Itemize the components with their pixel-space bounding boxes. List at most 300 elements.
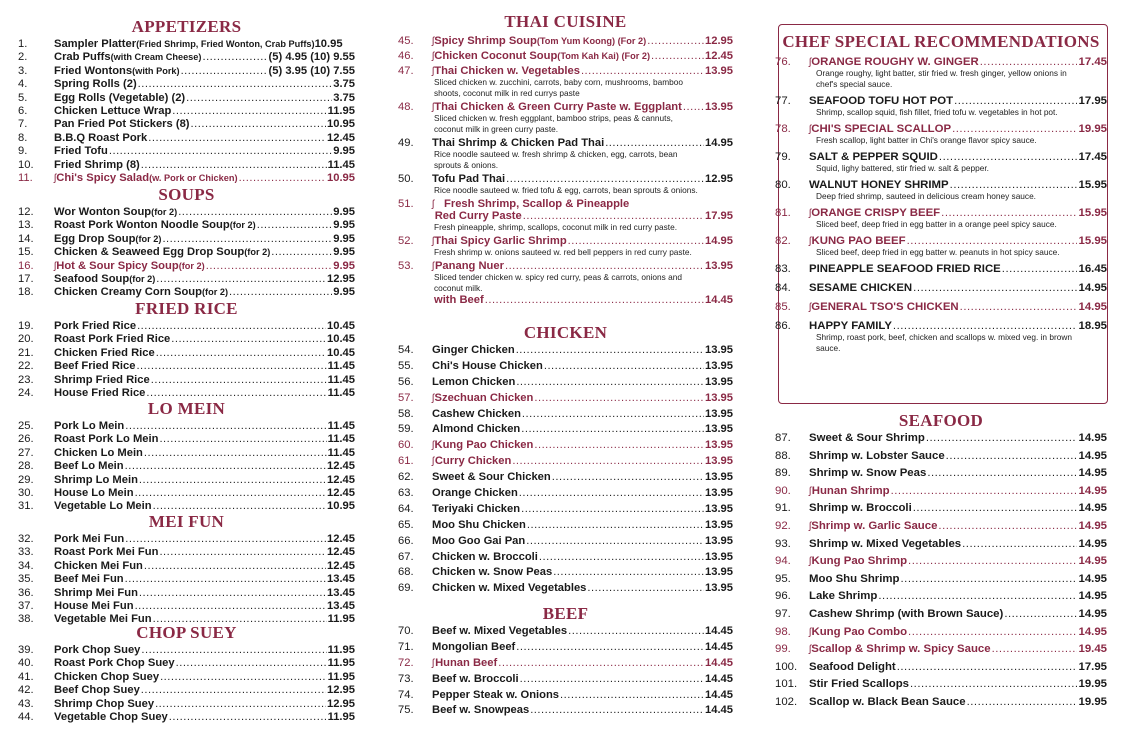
item-number: 19. — [18, 320, 34, 332]
item-name: CHI'S SPECIAL SCALLOP — [811, 123, 952, 135]
menu-item[interactable] — [18, 374, 355, 387]
item-price: 17.95 — [705, 209, 733, 222]
section-beef — [398, 605, 733, 720]
item-price: 12.45 — [327, 486, 355, 499]
menu-item[interactable] — [18, 420, 355, 433]
item-price: 14.95 — [705, 136, 733, 149]
item-name: Beef w. Mixed Vegetables — [432, 625, 568, 637]
item-name: Almond Chicken — [432, 423, 521, 436]
menu-item[interactable] — [775, 555, 1107, 573]
menu-item[interactable] — [18, 320, 355, 333]
item-number: 46. — [398, 49, 414, 62]
menu-item-row — [18, 573, 355, 585]
menu-item-row — [18, 684, 355, 696]
menu-item[interactable] — [18, 560, 355, 573]
leader-dots — [1004, 608, 1077, 620]
menu-item[interactable] — [18, 684, 355, 697]
menu-item[interactable] — [18, 644, 355, 657]
menu-item-row — [775, 678, 1107, 690]
item-number: 37. — [18, 599, 34, 612]
item-number: 78. — [775, 123, 791, 135]
menu-item-row — [18, 447, 355, 459]
section-title: LO MEIN — [147, 399, 226, 418]
menu-item-row — [775, 696, 1107, 708]
menu-item-row — [18, 600, 355, 612]
pepper-icon: ʃ — [432, 50, 435, 62]
item-number: 93. — [775, 537, 791, 550]
menu-item[interactable] — [18, 260, 355, 273]
menu-item-row — [18, 38, 355, 50]
section-title: BEEF — [542, 604, 589, 623]
item-price: 11.95 — [327, 710, 355, 723]
menu-item[interactable] — [398, 408, 733, 424]
item-description: Fresh scallop, light batter in Chi's orange flavor spicy sauce. — [816, 135, 1037, 145]
menu-item[interactable] — [18, 333, 355, 346]
menu-item[interactable] — [775, 502, 1107, 520]
pepper-icon: ʃ — [432, 101, 435, 113]
menu-item[interactable] — [18, 132, 355, 145]
menu-item[interactable] — [775, 608, 1107, 626]
leader-dots — [516, 641, 704, 653]
item-note: (Tom Yum Koong) (For 2) — [536, 36, 647, 46]
menu-item[interactable] — [18, 92, 355, 105]
menu-item[interactable] — [18, 65, 355, 78]
item-note: (for 2) — [201, 287, 228, 298]
menu-item-row — [775, 123, 1107, 135]
leader-dots — [229, 286, 332, 298]
item-price: 14.95 — [1078, 467, 1107, 480]
item-name: Tofu Pad Thai — [432, 172, 506, 185]
menu-item[interactable] — [775, 643, 1107, 661]
leader-dots — [156, 347, 326, 359]
menu-item-row — [398, 423, 733, 435]
menu-item[interactable] — [775, 626, 1107, 644]
section-title: SEAFOOD — [898, 411, 984, 430]
menu-item-row — [775, 56, 1107, 68]
menu-item[interactable] — [775, 235, 1107, 258]
menu-item[interactable] — [18, 219, 355, 232]
item-note: (w. Pork or Chicken) — [149, 172, 238, 183]
menu-item[interactable] — [18, 447, 355, 460]
item-number: 21. — [18, 346, 34, 359]
item-name: Thai Chicken w. Vegetables — [434, 64, 580, 77]
item-name: Crab Puffs — [54, 51, 111, 64]
item-number: 66. — [398, 534, 414, 547]
section-title: FRIED RICE — [135, 299, 238, 318]
item-price: 12.45 — [327, 559, 355, 572]
item-price: 17.95 — [1078, 660, 1107, 673]
item-name: ORANGE ROUGHY W. GINGER — [811, 56, 979, 68]
pepper-icon: ʃ — [432, 456, 435, 468]
item-price: 13.95 — [705, 518, 733, 531]
menu-item[interactable] — [398, 360, 733, 376]
item-number: 10. — [18, 158, 34, 171]
menu-item[interactable] — [18, 206, 355, 219]
menu-item[interactable] — [398, 704, 733, 720]
section-fried-rice — [18, 300, 355, 400]
item-price: 10.95 — [327, 118, 355, 131]
item-price: 11.45 — [327, 433, 355, 446]
menu-item[interactable] — [398, 641, 733, 657]
leader-dots — [141, 684, 326, 696]
leader-dots — [527, 519, 704, 531]
menu-item[interactable] — [398, 423, 733, 439]
leader-dots — [952, 123, 1077, 135]
menu-item[interactable] — [18, 698, 355, 711]
menu-item[interactable] — [398, 65, 733, 99]
menu-item-row — [775, 282, 1107, 294]
menu-item[interactable] — [398, 566, 733, 582]
leader-dots — [913, 502, 1078, 514]
item-description: Sliced tender chicken w. spicy red curry, peas & carrots, onions and coconut milk. — [434, 271, 682, 293]
menu-item[interactable] — [775, 485, 1107, 503]
menu-item-row — [18, 587, 355, 599]
item-number: 77. — [775, 95, 791, 107]
item-name: Seafood Soup — [54, 272, 130, 285]
menu-item[interactable] — [398, 137, 733, 171]
menu-item[interactable] — [775, 432, 1107, 450]
menu-item[interactable] — [775, 123, 1107, 146]
menu-item[interactable] — [18, 474, 355, 487]
menu-item[interactable] — [398, 582, 733, 598]
menu-item-row — [398, 503, 733, 515]
item-name: Sampler Platter — [54, 38, 137, 50]
leader-dots — [159, 546, 326, 558]
item-price: 13.95 — [705, 550, 733, 563]
item-price: 12.45 — [327, 131, 355, 144]
menu-item[interactable] — [398, 471, 733, 487]
menu-item[interactable] — [775, 207, 1107, 230]
menu-item-row — [18, 206, 355, 218]
item-price: 10.95 — [314, 38, 343, 50]
item-price: 13.95 — [705, 375, 733, 388]
menu-item-row — [18, 320, 355, 332]
menu-item-row — [398, 551, 733, 563]
menu-item-row — [775, 590, 1107, 602]
item-description: Sliced chicken w. fresh eggplant, bamboo strips, peas & cannuts, coconut milk in green curry paste. — [434, 112, 673, 134]
leader-dots — [544, 360, 704, 372]
menu-item[interactable] — [18, 145, 355, 158]
menu-item[interactable] — [775, 56, 1107, 90]
menu-item-row — [18, 500, 355, 512]
item-name: Cashew Shrimp (with Brown Sauce) — [809, 607, 1004, 620]
item-number: 5. — [18, 91, 28, 104]
item-name: Chicken w. Mixed Vegetables — [432, 582, 587, 595]
section-chicken — [398, 324, 733, 598]
item-name: Kung Pao Shrimp — [811, 555, 908, 568]
menu-item-row — [775, 626, 1107, 638]
menu-item-row — [398, 260, 733, 272]
item-price: 13.95 — [705, 502, 733, 515]
menu-item-row — [398, 566, 733, 578]
item-number: 26. — [18, 433, 34, 446]
leader-dots — [135, 487, 326, 499]
leader-dots — [125, 573, 326, 585]
menu-item[interactable] — [18, 347, 355, 360]
menu-item-row — [775, 573, 1107, 585]
leader-dots — [520, 673, 704, 685]
item-number: 75. — [398, 704, 414, 717]
item-number: 8. — [18, 131, 28, 144]
item-name: Roast Pork Chop Suey — [54, 657, 175, 670]
menu-item[interactable] — [775, 573, 1107, 591]
item-price: 14.45 — [705, 640, 733, 653]
menu-item[interactable] — [398, 551, 733, 567]
item-number: 90. — [775, 484, 791, 497]
item-price: 14.95 — [1078, 555, 1107, 568]
item-price: 12.95 — [327, 684, 355, 697]
menu-item[interactable] — [18, 600, 355, 613]
item-number: 54. — [398, 344, 414, 356]
leader-dots — [946, 450, 1078, 462]
menu-item[interactable] — [775, 520, 1107, 538]
menu-item-row — [18, 105, 355, 117]
menu-item[interactable] — [398, 235, 733, 258]
item-note: (with Pork) — [132, 65, 180, 76]
menu-item[interactable] — [18, 433, 355, 446]
item-name: Sweet & Sour Shrimp — [809, 432, 925, 444]
menu-item[interactable] — [398, 625, 733, 641]
item-name: Roast Pork Mei Fun — [54, 546, 159, 559]
item-name: Beef Fried Rice — [54, 360, 136, 373]
menu-item[interactable] — [398, 173, 733, 196]
item-number: 63. — [398, 487, 414, 500]
menu-item[interactable] — [775, 678, 1107, 696]
item-number: 83. — [775, 263, 791, 275]
item-name: Vegetable Mei Fun — [54, 613, 152, 626]
item-name: Moo Shu Shrimp — [809, 572, 900, 585]
item-name: Curry Chicken — [434, 455, 512, 468]
item-name: Pork Chop Suey — [54, 644, 141, 656]
menu-item-row — [398, 65, 733, 77]
menu-item[interactable] — [775, 590, 1107, 608]
menu-item-row — [398, 392, 733, 404]
item-name: Chicken & Seaweed Egg Drop Soup — [54, 246, 245, 259]
item-number: 58. — [398, 407, 414, 420]
menu-item-row — [398, 673, 733, 685]
menu-item[interactable] — [18, 159, 355, 172]
item-name: Chicken Chop Suey — [54, 670, 160, 683]
item-price: 9.95 — [333, 246, 355, 259]
item-price: 14.95 — [1078, 432, 1107, 444]
menu-item[interactable] — [775, 450, 1107, 468]
item-price: 15.95 — [1078, 235, 1107, 247]
item-price: 17.45 — [1078, 151, 1107, 163]
item-price: (5) 4.95 (10) 9.55 — [268, 51, 355, 64]
menu-item[interactable] — [398, 487, 733, 503]
menu-item[interactable] — [18, 546, 355, 559]
menu-item[interactable] — [18, 38, 355, 51]
menu-item[interactable] — [18, 533, 355, 546]
item-price: 14.45 — [705, 704, 733, 717]
menu-item[interactable] — [18, 118, 355, 131]
item-number: 82. — [775, 235, 791, 247]
menu-item[interactable] — [18, 360, 355, 373]
menu-item[interactable] — [398, 519, 733, 535]
item-number: 29. — [18, 473, 34, 486]
menu-item[interactable] — [775, 282, 1107, 297]
leader-dots — [151, 374, 327, 386]
menu-item[interactable] — [775, 301, 1107, 316]
item-number: 17. — [18, 272, 34, 285]
menu-item-row — [398, 704, 733, 716]
menu-item[interactable] — [18, 246, 355, 259]
item-price: 14.95 — [1078, 301, 1107, 313]
leader-dots — [485, 294, 704, 306]
item-name: ORANGE CRISPY BEEF — [811, 207, 941, 219]
leader-dots — [523, 210, 704, 222]
menu-item[interactable] — [18, 460, 355, 473]
menu-item[interactable] — [398, 657, 733, 673]
item-name: Chicken Lettuce Wrap — [54, 104, 172, 117]
item-name: Hunan Beef — [435, 656, 498, 669]
item-number: 48. — [398, 100, 414, 113]
menu-item-row — [398, 519, 733, 531]
menu-item[interactable] — [398, 689, 733, 705]
item-number: 32. — [18, 533, 34, 545]
item-price: 13.95 — [705, 455, 733, 468]
item-name: Fried Shrimp (8) — [54, 158, 140, 171]
menu-item[interactable] — [398, 455, 733, 471]
item-number: 36. — [18, 586, 34, 599]
item-name: Shrimp w. Garlic Sauce — [811, 519, 938, 532]
menu-item[interactable] — [18, 657, 355, 670]
leader-dots — [153, 500, 326, 512]
menu-item[interactable] — [398, 392, 733, 408]
leader-dots — [136, 360, 326, 372]
item-price: 13.95 — [705, 407, 733, 420]
item-price: 11.95 — [327, 670, 355, 683]
menu-item[interactable] — [18, 671, 355, 684]
menu-item-row — [18, 433, 355, 445]
item-name: Kung Pao Chicken — [434, 439, 534, 452]
menu-item[interactable] — [398, 673, 733, 689]
item-name: Shrimp Lo Mein — [54, 473, 138, 486]
menu-item[interactable] — [775, 179, 1107, 202]
menu-item[interactable] — [398, 260, 733, 306]
item-extra-price: 14.45 — [705, 293, 733, 306]
item-price: 11.45 — [327, 373, 355, 386]
item-number: 91. — [775, 502, 791, 515]
menu-item[interactable] — [398, 439, 733, 455]
item-description: Orange roughy, light batter, stir fried w. fresh ginger, yellow onions in chef's special sauce. — [816, 68, 1067, 89]
menu-item[interactable] — [18, 487, 355, 500]
menu-item[interactable] — [775, 467, 1107, 485]
item-number: 47. — [398, 64, 414, 77]
leader-dots — [160, 671, 327, 683]
item-number: 11. — [18, 171, 33, 184]
menu-item[interactable] — [18, 233, 355, 246]
menu-item[interactable] — [398, 376, 733, 392]
menu-item-row — [18, 132, 355, 144]
item-number: 43. — [18, 697, 34, 710]
menu-item[interactable] — [18, 711, 355, 724]
leader-dots — [156, 273, 326, 285]
item-price: 14.45 — [705, 672, 733, 685]
item-note: (with Cream Cheese) — [110, 52, 202, 63]
menu-item-row — [398, 198, 733, 210]
item-number: 86. — [775, 320, 791, 332]
menu-item[interactable] — [775, 538, 1107, 556]
menu-item-row — [398, 455, 733, 467]
item-name: Shrimp Fried Rice — [54, 373, 150, 386]
item-number: 51. — [398, 197, 414, 210]
item-name: SALT & PEPPER SQUID — [809, 151, 938, 163]
leader-dots — [941, 207, 1077, 219]
item-note: (for 2) — [151, 207, 178, 217]
item-name: Mongolian Beef — [432, 640, 516, 653]
item-note: (for 2) — [229, 220, 256, 231]
menu-item[interactable] — [18, 51, 355, 64]
menu-item-row — [775, 520, 1107, 532]
item-name: Thai Shrimp & Chicken Pad Thai — [432, 136, 605, 149]
item-price: 18.95 — [1078, 320, 1107, 332]
menu-item-row — [775, 608, 1107, 620]
menu-item[interactable] — [775, 95, 1107, 118]
item-name: Scallop w. Black Bean Sauce — [809, 695, 966, 708]
menu-item[interactable] — [18, 587, 355, 600]
item-price: 14.95 — [705, 234, 733, 247]
menu-item-row — [18, 246, 355, 258]
item-description: Shrimp, scallop squid, fish fillet, fried tofu w. vegetables in hot pot. — [816, 107, 1058, 117]
item-price: 13.95 — [705, 344, 733, 356]
item-number: 57. — [398, 391, 414, 404]
item-number: 72. — [398, 656, 414, 669]
item-name: Stir Fried Scallops — [809, 678, 910, 691]
menu-item[interactable] — [398, 198, 733, 233]
menu-item[interactable] — [398, 344, 733, 360]
menu-item-row — [18, 159, 355, 171]
menu-item[interactable] — [18, 172, 355, 185]
item-number: 97. — [775, 607, 791, 620]
menu-item[interactable] — [775, 151, 1107, 174]
menu-item[interactable] — [398, 503, 733, 519]
menu-item-row — [398, 360, 733, 372]
item-description: Sliced beef, deep fried in egg batter in a orange peel spicy sauce. — [816, 219, 1057, 229]
item-description: Rice noodle sauteed w. fresh shrimp & chicken, egg, carrots, bean sprouts & onions. — [434, 148, 678, 170]
item-name: Chicken Lo Mein — [54, 446, 143, 459]
menu-item[interactable] — [775, 661, 1107, 679]
menu-item-row — [775, 207, 1107, 219]
leader-dots — [530, 704, 704, 716]
menu-item[interactable] — [18, 573, 355, 586]
menu-item[interactable] — [18, 78, 355, 91]
menu-item[interactable] — [18, 273, 355, 286]
item-number: 56. — [398, 375, 414, 388]
item-price: 17.95 — [1078, 95, 1107, 107]
item-name: Moo Goo Gai Pan — [432, 534, 526, 547]
menu-item-row — [398, 235, 733, 247]
item-price: 12.95 — [705, 172, 733, 185]
menu-item[interactable] — [775, 263, 1107, 278]
item-name: Roast Pork Lo Mein — [54, 433, 159, 446]
item-number: 102. — [775, 695, 798, 708]
menu-item[interactable] — [398, 101, 733, 135]
menu-item[interactable] — [775, 320, 1107, 354]
leader-dots — [568, 235, 704, 247]
menu-item[interactable] — [18, 286, 355, 299]
menu-item[interactable] — [398, 35, 733, 49]
item-name: Pork Lo Mein — [54, 420, 125, 432]
menu-item-row — [398, 376, 733, 388]
menu-item[interactable] — [18, 105, 355, 118]
item-name: Shrimp w. Broccoli — [809, 502, 912, 515]
menu-item[interactable] — [398, 535, 733, 551]
item-price: 13.95 — [705, 423, 733, 436]
leader-dots — [202, 51, 267, 63]
menu-item[interactable] — [398, 50, 733, 64]
menu-item[interactable] — [775, 696, 1107, 714]
